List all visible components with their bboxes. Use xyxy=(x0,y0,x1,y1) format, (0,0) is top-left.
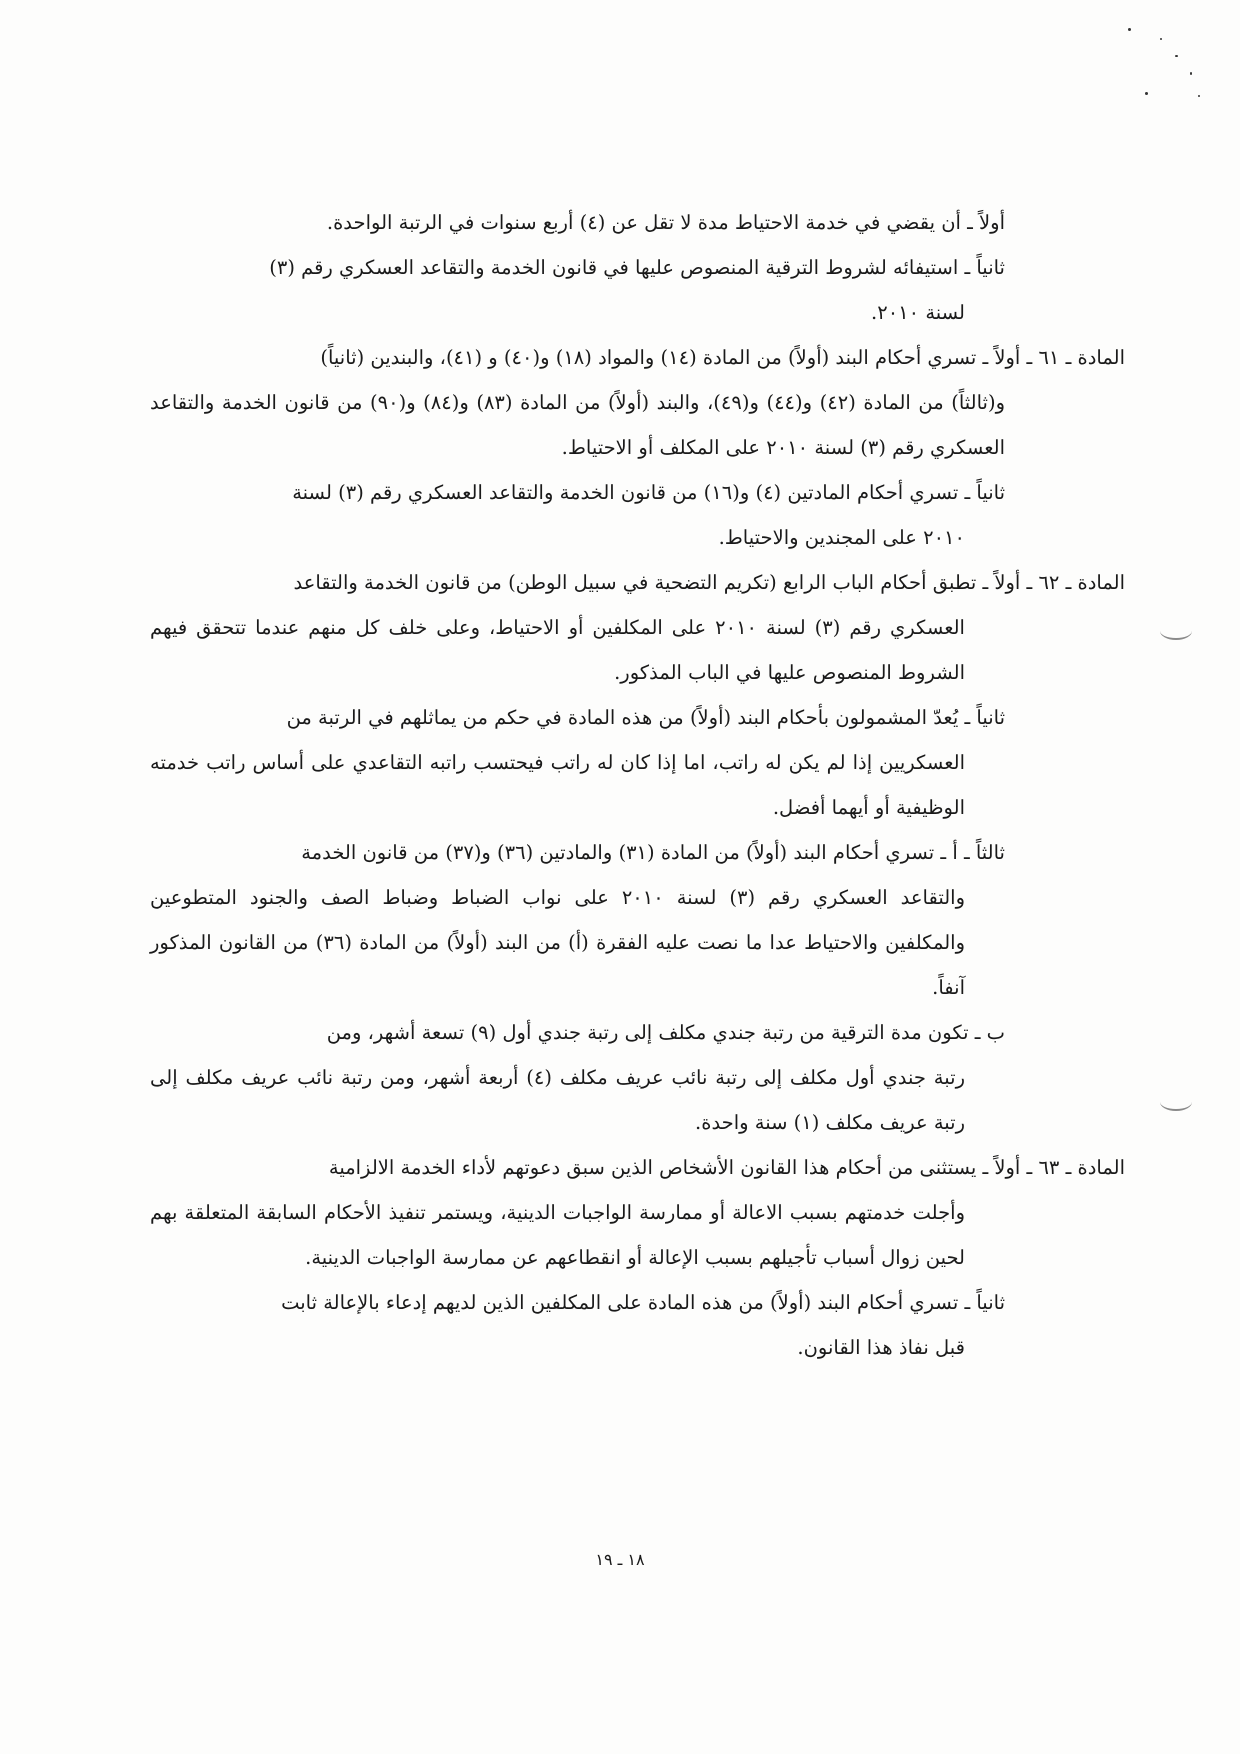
clause-text: ثانياً ـ تسري أحكام المادتين (٤) و(١٦) من قانون الخدمة والتقاعد العسكري رقم (٣) لسنة xyxy=(292,481,1005,504)
clause-text: ب ـ تكون مدة الترقية من رتبة جندي مكلف إلى رتبة جندي أول (٩) تسعة أشهر، ومن xyxy=(326,1021,1005,1044)
scan-speck xyxy=(1198,95,1200,97)
article-continuation: و(ثالثاً) من المادة (٤٢) و(٤٤) و(٤٩)، والبند (أولاً) من المادة (٨٣) و(٨٤) و(٩٠) من قانون الخدمة والتقاعد العسكري رقم (٣) لسنة ٢٠١٠ على المكلف أو الاحتياط. xyxy=(150,391,1005,459)
clause-paragraph xyxy=(150,830,1005,1010)
clause-continuation: رتبة جندي أول مكلف إلى رتبة نائب عريف مكلف (٤) أربعة أشهر، ومن رتبة نائب عريف مكلف إلى رتبة عريف مكلف (١) سنة واحدة. xyxy=(150,1066,965,1134)
clause-text: ثانياً ـ تسري أحكام البند (أولاً) من هذه المادة على المكلفين الذين لديهم إدعاء بالإعالة ثابت xyxy=(281,1291,1005,1314)
article-text: المادة ـ ٦٢ ـ أولاً ـ تطبق أحكام الباب الرابع (تكريم التضحية في سبيل الوطن) من قانون الخدمة والتقاعد xyxy=(293,571,1125,594)
scan-speck xyxy=(1160,38,1162,40)
article-text: المادة ـ ٦٣ ـ أولاً ـ يستثنى من أحكام هذا القانون الأشخاص الذين سبق دعوتهم لأداء الخدمة الالزامية xyxy=(328,1156,1125,1179)
clause-paragraph xyxy=(150,200,1005,245)
clause-paragraph xyxy=(150,245,1005,335)
document-body xyxy=(150,200,1125,1370)
article-61 xyxy=(150,335,1125,470)
article-continuation: العسكري رقم (٣) لسنة ٢٠١٠ على المكلفين أو الاحتياط، وعلى خلف كل منهم عندما تتحقق فيهم الشروط المنصوص عليها في الباب المذكور. xyxy=(150,616,965,684)
article-62 xyxy=(150,560,1125,695)
article-continuation: وأجلت خدمتهم بسبب الاعالة أو ممارسة الواجبات الدينية، ويستمر تنفيذ الأحكام السابقة المتعلقة بهم لحين زوال أسباب تأجيلهم بسبب الإعالة أو انقطاعهم عن ممارسة الواجبات الدينية. xyxy=(150,1201,965,1269)
page-number: ١٨ ـ ١٩ xyxy=(595,1550,645,1569)
clause-text: ثانياً ـ استيفائه لشروط الترقية المنصوص عليها في قانون الخدمة والتقاعد العسكري رقم (٣) xyxy=(269,256,1005,279)
clause-text: أولاً ـ أن يقضي في خدمة الاحتياط مدة لا تقل عن (٤) أربع سنوات في الرتبة الواحدة. xyxy=(326,211,1005,234)
punch-hole-mark xyxy=(1160,1093,1192,1111)
punch-hole-mark xyxy=(1160,622,1192,640)
scan-speck xyxy=(1128,28,1131,31)
clause-paragraph xyxy=(150,695,1005,830)
clause-text: ثالثاً ـ أ ـ تسري أحكام البند (أولاً) من المادة (٣١) والمادتين (٣٦) و(٣٧) من قانون الخدمة xyxy=(301,841,1005,864)
clause-continuation: قبل نفاذ هذا القانون. xyxy=(797,1336,965,1359)
scan-speck xyxy=(1190,72,1192,75)
clause-continuation: لسنة ٢٠١٠. xyxy=(871,301,965,324)
clause-continuation: والتقاعد العسكري رقم (٣) لسنة ٢٠١٠ على نواب الضباط وضباط الصف والجنود المتطوعين والمكلفين والاحتياط عدا ما نصت عليه الفقرة (أ) من البند (أولاً) من المادة (٣٦) من القانون المذكور آنفاً. xyxy=(150,886,965,999)
article-text: المادة ـ ٦١ ـ أولاً ـ تسري أحكام البند (أولاً) من المادة (١٤) والمواد (١٨) و(٤٠) و (٤١)، والبندين (ثانياً) xyxy=(320,346,1125,369)
scan-speck xyxy=(1145,92,1148,95)
clause-paragraph xyxy=(150,1280,1005,1370)
article-63 xyxy=(150,1145,1125,1280)
clause-text: ثانياً ـ يُعدّ المشمولون بأحكام البند (أولاً) من هذه المادة في حكم من يماثلهم في الرتبة من xyxy=(286,706,1005,729)
scan-speck xyxy=(1175,55,1178,57)
clause-continuation: العسكريين إذا لم يكن له راتب، اما إذا كان له راتب فيحتسب راتبه التقاعدي على أساس راتب خدمته الوظيفية أو أيهما أفضل. xyxy=(150,751,965,819)
clause-paragraph xyxy=(150,470,1005,560)
clause-paragraph xyxy=(150,1010,1005,1145)
clause-continuation: ٢٠١٠ على المجندين والاحتياط. xyxy=(718,526,965,549)
